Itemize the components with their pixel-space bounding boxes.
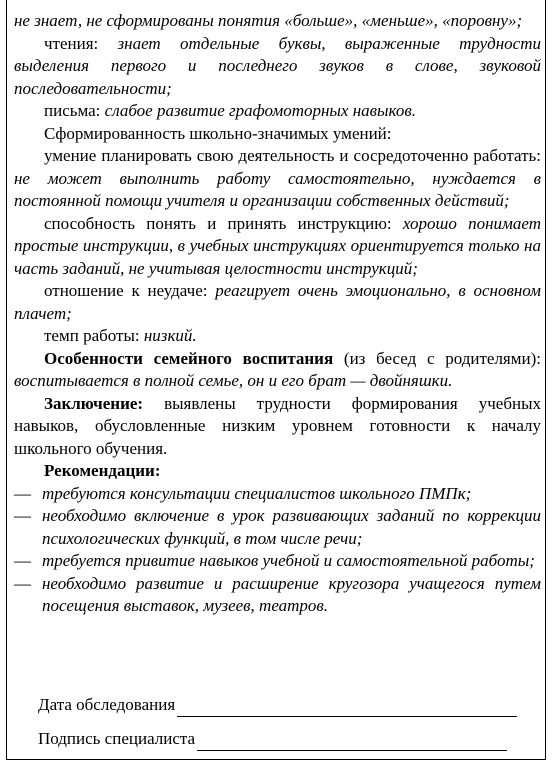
recommendation-text: необходимо развитие и расширение кругозора учащегося путем посещения выставок, музеев, театров. — [42, 573, 541, 615]
family-label: Особенности семейного воспитания — [44, 348, 334, 368]
paragraph-family — [14, 348, 541, 393]
date-label: Дата обследования — [38, 695, 176, 714]
paragraph-failure — [14, 280, 541, 325]
reading-label: чтения: — [44, 33, 118, 53]
writing-text: слабое развитие графомоторных навыков. — [104, 101, 416, 120]
dash-marker: — — [14, 506, 31, 525]
recommendation-text: необходимо включение в урок развивающих заданий по коррекции психологических функций, в том числе речи; — [42, 506, 541, 548]
recommendation-text: требуется привитие навыков учебной и самостоятельной работы; — [42, 551, 535, 570]
family-text: воспитывается в полной семье, он и его брат — двойняшки. — [14, 371, 453, 390]
instruction-text: хорошо понимает простые инструкции, в учебных инструкциях ориентируется только на часть заданий, не учитывая целостности инструкций; — [14, 213, 541, 278]
recommendation-item — [14, 483, 541, 506]
specialist-blank-line[interactable] — [197, 732, 507, 751]
date-blank-line[interactable] — [177, 698, 517, 717]
planning-text: не может выполнить работу самостоятельно, нуждается в постоянной помощи учителя и организации собственных действий; — [14, 168, 541, 210]
failure-text: реагирует очень эмоционально, в основном плачет; — [14, 281, 541, 323]
paragraph-instruction — [14, 213, 541, 281]
failure-label: отношение к неудаче: — [44, 281, 216, 300]
tempo-text: низкий. — [143, 326, 197, 345]
skills-heading: Сформированность школьно-значимых умений: — [44, 123, 392, 143]
recommendation-text: требуются консультации специалистов школьного ПМПк; — [42, 483, 472, 503]
recommendation-item — [14, 550, 541, 573]
dash-marker: — — [14, 551, 31, 570]
paragraph-conclusion — [14, 393, 541, 461]
paragraph-tempo — [14, 325, 541, 348]
recommendation-item — [14, 505, 541, 550]
conclusion-label: Заключение: — [44, 393, 144, 413]
instruction-label: способность понять и принять инструкцию: — [44, 213, 403, 233]
family-source: (из бесед с родителями): — [333, 348, 541, 368]
writing-label: письма: — [44, 101, 105, 120]
document-body — [14, 10, 541, 618]
math-text: не знает, не сформированы понятия «больше», «меньше», «поровну»; — [14, 11, 523, 30]
paragraph-planning — [14, 145, 541, 213]
recommendations-heading: Рекомендации: — [44, 461, 161, 480]
dash-marker: — — [14, 573, 31, 593]
dash-marker: — — [14, 483, 31, 503]
paragraph-writing — [14, 100, 541, 123]
planning-label: умение планировать свою деятельность и сосредоточенно работать: — [44, 146, 541, 165]
paragraph-reading — [14, 33, 541, 101]
conclusion-text: выявлены трудности формирования учебных навыков, обусловленные низким уровнем готовности к началу школьного обучения. — [14, 393, 541, 458]
specialist-label: Подпись специалиста — [38, 729, 196, 748]
reading-text: знает отдельные буквы, выраженные трудности выделения первого и последнего звуков в слове, звуковой последовательности; — [14, 33, 541, 98]
specialist-signature-row — [38, 728, 507, 751]
recommendation-item — [14, 573, 541, 618]
paragraph-math — [14, 10, 541, 33]
tempo-label: темп работы: — [44, 326, 144, 345]
date-signature-row — [38, 694, 517, 717]
